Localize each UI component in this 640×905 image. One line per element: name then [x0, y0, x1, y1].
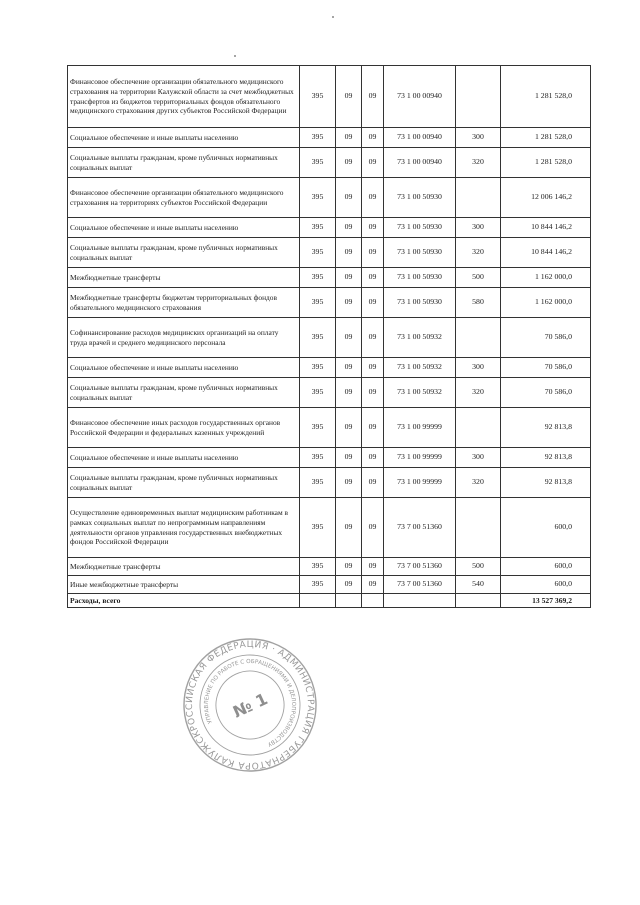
table-row: [68, 218, 591, 238]
row-name: Межбюджетные трансферты: [68, 558, 300, 576]
table-row: [68, 66, 591, 128]
row-grbs: 395: [300, 268, 336, 288]
row-expense-type: 540: [456, 576, 501, 594]
row-amount: 10 844 146,2: [501, 238, 591, 268]
row-target-article: 73 1 00 00940: [384, 66, 456, 128]
row-expense-type: 500: [456, 558, 501, 576]
total-row: [68, 594, 591, 608]
row-section: 09: [336, 148, 362, 178]
row-section: 09: [336, 576, 362, 594]
row-subsection: 09: [362, 448, 384, 468]
row-name: Социальное обеспечение и иные выплаты населению: [68, 448, 300, 468]
scan-speck: [332, 16, 334, 18]
row-target-article: 73 1 00 99999: [384, 408, 456, 448]
row-expense-type: 300: [456, 448, 501, 468]
row-expense-type: 320: [456, 148, 501, 178]
row-name: Социальные выплаты гражданам, кроме публичных нормативных социальных выплат: [68, 238, 300, 268]
row-name: Социальное обеспечение и иные выплаты населению: [68, 128, 300, 148]
row-section: 09: [336, 178, 362, 218]
row-grbs: 395: [300, 448, 336, 468]
row-grbs: 395: [300, 318, 336, 358]
row-expense-type: 320: [456, 378, 501, 408]
row-target-article: 73 1 00 50930: [384, 238, 456, 268]
row-expense-type: 500: [456, 268, 501, 288]
row-target-article: 73 1 00 99999: [384, 448, 456, 468]
row-amount: 70 586,0: [501, 358, 591, 378]
stamp-outer-text: РОССИЙСКАЯ ФЕДЕРАЦИЯ · АДМИНИСТРАЦИЯ ГУБЕРНАТОРА КАЛУЖСКОЙ: [184, 639, 316, 771]
row-name: Межбюджетные трансферты: [68, 268, 300, 288]
row-amount: 1 162 000,0: [501, 288, 591, 318]
row-expense-type: 300: [456, 128, 501, 148]
row-amount: 600,0: [501, 576, 591, 594]
total-empty-cell: [456, 594, 501, 608]
row-expense-type: 320: [456, 238, 501, 268]
row-target-article: 73 7 00 51360: [384, 558, 456, 576]
row-grbs: 395: [300, 218, 336, 238]
row-expense-type: [456, 498, 501, 558]
row-grbs: 395: [300, 288, 336, 318]
row-expense-type: [456, 318, 501, 358]
row-amount: 1 162 000,0: [501, 268, 591, 288]
row-grbs: 395: [300, 238, 336, 268]
row-subsection: 09: [362, 178, 384, 218]
row-expense-type: 320: [456, 468, 501, 498]
scan-speck: [234, 55, 236, 57]
row-name: Финансовое обеспечение организации обязательного медицинского страхования на территориях субъектов Российской Федерации: [68, 178, 300, 218]
total-amount: 13 527 369,2: [501, 594, 591, 608]
row-grbs: 395: [300, 408, 336, 448]
row-subsection: 09: [362, 238, 384, 268]
row-name: Софинансирование расходов медицинских организаций на оплату труда врачей и среднего медицинского персонала: [68, 318, 300, 358]
row-subsection: 09: [362, 268, 384, 288]
total-empty-cell: [362, 594, 384, 608]
row-subsection: 09: [362, 378, 384, 408]
table-row: [68, 268, 591, 288]
row-expense-type: 300: [456, 358, 501, 378]
row-target-article: 73 1 00 99999: [384, 468, 456, 498]
row-subsection: 09: [362, 576, 384, 594]
row-amount: 92 813,8: [501, 468, 591, 498]
row-name: Социальные выплаты гражданам, кроме публичных нормативных социальных выплат: [68, 148, 300, 178]
row-section: 09: [336, 218, 362, 238]
row-subsection: 09: [362, 318, 384, 358]
table-row: [68, 288, 591, 318]
row-expense-type: [456, 66, 501, 128]
total-label: Расходы, всего: [68, 594, 300, 608]
row-section: 09: [336, 408, 362, 448]
row-target-article: 73 1 00 50930: [384, 268, 456, 288]
row-amount: 1 281 528,0: [501, 148, 591, 178]
row-section: 09: [336, 468, 362, 498]
table-row: [68, 128, 591, 148]
row-amount: 12 006 146,2: [501, 178, 591, 218]
row-amount: 92 813,8: [501, 448, 591, 468]
row-amount: 1 281 528,0: [501, 128, 591, 148]
row-subsection: 09: [362, 218, 384, 238]
row-section: 09: [336, 498, 362, 558]
table-row: [68, 408, 591, 448]
total-empty-cell: [300, 594, 336, 608]
table-row: [68, 318, 591, 358]
row-target-article: 73 1 00 50930: [384, 288, 456, 318]
row-section: 09: [336, 128, 362, 148]
row-grbs: 395: [300, 358, 336, 378]
row-target-article: 73 1 00 50930: [384, 178, 456, 218]
row-grbs: 395: [300, 576, 336, 594]
row-grbs: 395: [300, 378, 336, 408]
row-target-article: 73 1 00 50930: [384, 218, 456, 238]
row-target-article: 73 1 00 50932: [384, 318, 456, 358]
row-section: 09: [336, 378, 362, 408]
row-name: Социальные выплаты гражданам, кроме публичных нормативных социальных выплат: [68, 468, 300, 498]
table-row: [68, 148, 591, 178]
row-subsection: 09: [362, 128, 384, 148]
row-target-article: 73 1 00 00940: [384, 128, 456, 148]
table-row: [68, 468, 591, 498]
total-empty-cell: [336, 594, 362, 608]
row-target-article: 73 1 00 50932: [384, 378, 456, 408]
row-amount: 10 844 146,2: [501, 218, 591, 238]
row-amount: 600,0: [501, 558, 591, 576]
row-expense-type: 300: [456, 218, 501, 238]
stamp-inner-text: УПРАВЛЕНИЕ ПО РАБОТЕ С ОБРАЩЕНИЯМИ И ДЕЛОПРОИЗВОДСТВУ: [203, 658, 297, 747]
row-grbs: 395: [300, 498, 336, 558]
row-subsection: 09: [362, 358, 384, 378]
table-body: [68, 66, 591, 608]
row-name: Осуществление единовременных выплат медицинским работникам в рамках социальных выплат по непрограммным направлениям деятельности органов управления государственных внебюджетных фондов Российской Федерации: [68, 498, 300, 558]
row-section: 09: [336, 66, 362, 128]
row-target-article: 73 1 00 50932: [384, 358, 456, 378]
budget-table: [67, 65, 591, 608]
table-row: [68, 378, 591, 408]
row-section: 09: [336, 318, 362, 358]
row-section: 09: [336, 558, 362, 576]
row-target-article: 73 7 00 51360: [384, 498, 456, 558]
table-row: [68, 238, 591, 268]
total-empty-cell: [384, 594, 456, 608]
row-grbs: 395: [300, 148, 336, 178]
row-grbs: 395: [300, 558, 336, 576]
row-name: Иные межбюджетные трансферты: [68, 576, 300, 594]
table-row: [68, 178, 591, 218]
row-subsection: 09: [362, 288, 384, 318]
row-section: 09: [336, 288, 362, 318]
row-name: Финансовое обеспечение организации обязательного медицинского страхования на территории Калужской области за счет межбюджетных трансфертов из бюджетов территориальных фондов обязательного медицинского страхования других субъектов Российской Федерации: [68, 66, 300, 128]
row-section: 09: [336, 238, 362, 268]
row-subsection: 09: [362, 408, 384, 448]
row-expense-type: 580: [456, 288, 501, 318]
row-name: Финансовое обеспечение иных расходов государственных органов Российской Федерации и федеральных казенных учреждений: [68, 408, 300, 448]
row-name: Социальные выплаты гражданам, кроме публичных нормативных социальных выплат: [68, 378, 300, 408]
row-amount: 1 281 528,0: [501, 66, 591, 128]
stamp-number: № 1: [229, 689, 271, 722]
row-grbs: 395: [300, 178, 336, 218]
row-section: 09: [336, 268, 362, 288]
table-row: [68, 358, 591, 378]
row-grbs: 395: [300, 128, 336, 148]
row-amount: 600,0: [501, 498, 591, 558]
table-row: [68, 498, 591, 558]
row-amount: 92 813,8: [501, 408, 591, 448]
table-row: [68, 448, 591, 468]
row-section: 09: [336, 448, 362, 468]
row-expense-type: [456, 178, 501, 218]
row-grbs: 395: [300, 66, 336, 128]
row-section: 09: [336, 358, 362, 378]
row-subsection: 09: [362, 558, 384, 576]
row-subsection: 09: [362, 498, 384, 558]
row-subsection: 09: [362, 148, 384, 178]
table-row: [68, 558, 591, 576]
row-name: Социальное обеспечение и иные выплаты населению: [68, 358, 300, 378]
row-amount: 70 586,0: [501, 318, 591, 358]
table-row: [68, 576, 591, 594]
row-target-article: 73 7 00 51360: [384, 576, 456, 594]
row-name: Социальное обеспечение и иные выплаты населению: [68, 218, 300, 238]
row-target-article: 73 1 00 00940: [384, 148, 456, 178]
row-expense-type: [456, 408, 501, 448]
row-subsection: 09: [362, 66, 384, 128]
row-subsection: 09: [362, 468, 384, 498]
row-name: Межбюджетные трансферты бюджетам территориальных фондов обязательного медицинского страхования: [68, 288, 300, 318]
row-amount: 70 586,0: [501, 378, 591, 408]
official-stamp: [180, 635, 320, 775]
row-grbs: 395: [300, 468, 336, 498]
